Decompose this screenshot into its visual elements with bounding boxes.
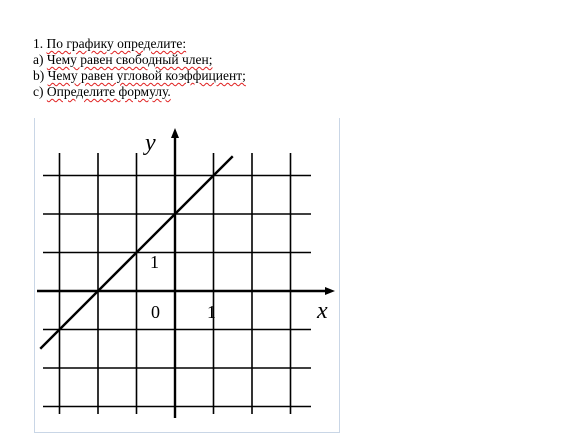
graph-figure: [34, 118, 340, 433]
y-unit-tick-label: 1: [150, 252, 159, 272]
graph-canvas: [35, 118, 341, 433]
task-item-c-prefix: c): [33, 84, 44, 99]
x-axis-label: x: [317, 298, 328, 324]
task-heading: [33, 36, 363, 52]
task-item-b-text: Чему равен угловой коэффициент;: [47, 68, 246, 83]
y-axis-label: y: [145, 130, 156, 156]
task-item-b: [33, 68, 363, 84]
y-axis-arrow: [171, 128, 179, 138]
task-item-b-prefix: b): [33, 68, 45, 83]
x-unit-tick-label: 1: [207, 302, 216, 322]
task-item-a-text: Чему равен свободный член;: [46, 52, 213, 67]
origin-label: 0: [151, 302, 160, 322]
grid: [43, 153, 311, 414]
task-item-c: [33, 84, 363, 100]
task-item-c-text: Определите формулу.: [46, 84, 171, 99]
x-axis-arrow: [325, 287, 335, 295]
task-item-a-prefix: a): [33, 52, 44, 67]
task-number: 1.: [33, 36, 44, 51]
task-text: [33, 36, 363, 100]
task-item-a: [33, 52, 363, 68]
task-title: По графику определите:: [46, 36, 187, 51]
